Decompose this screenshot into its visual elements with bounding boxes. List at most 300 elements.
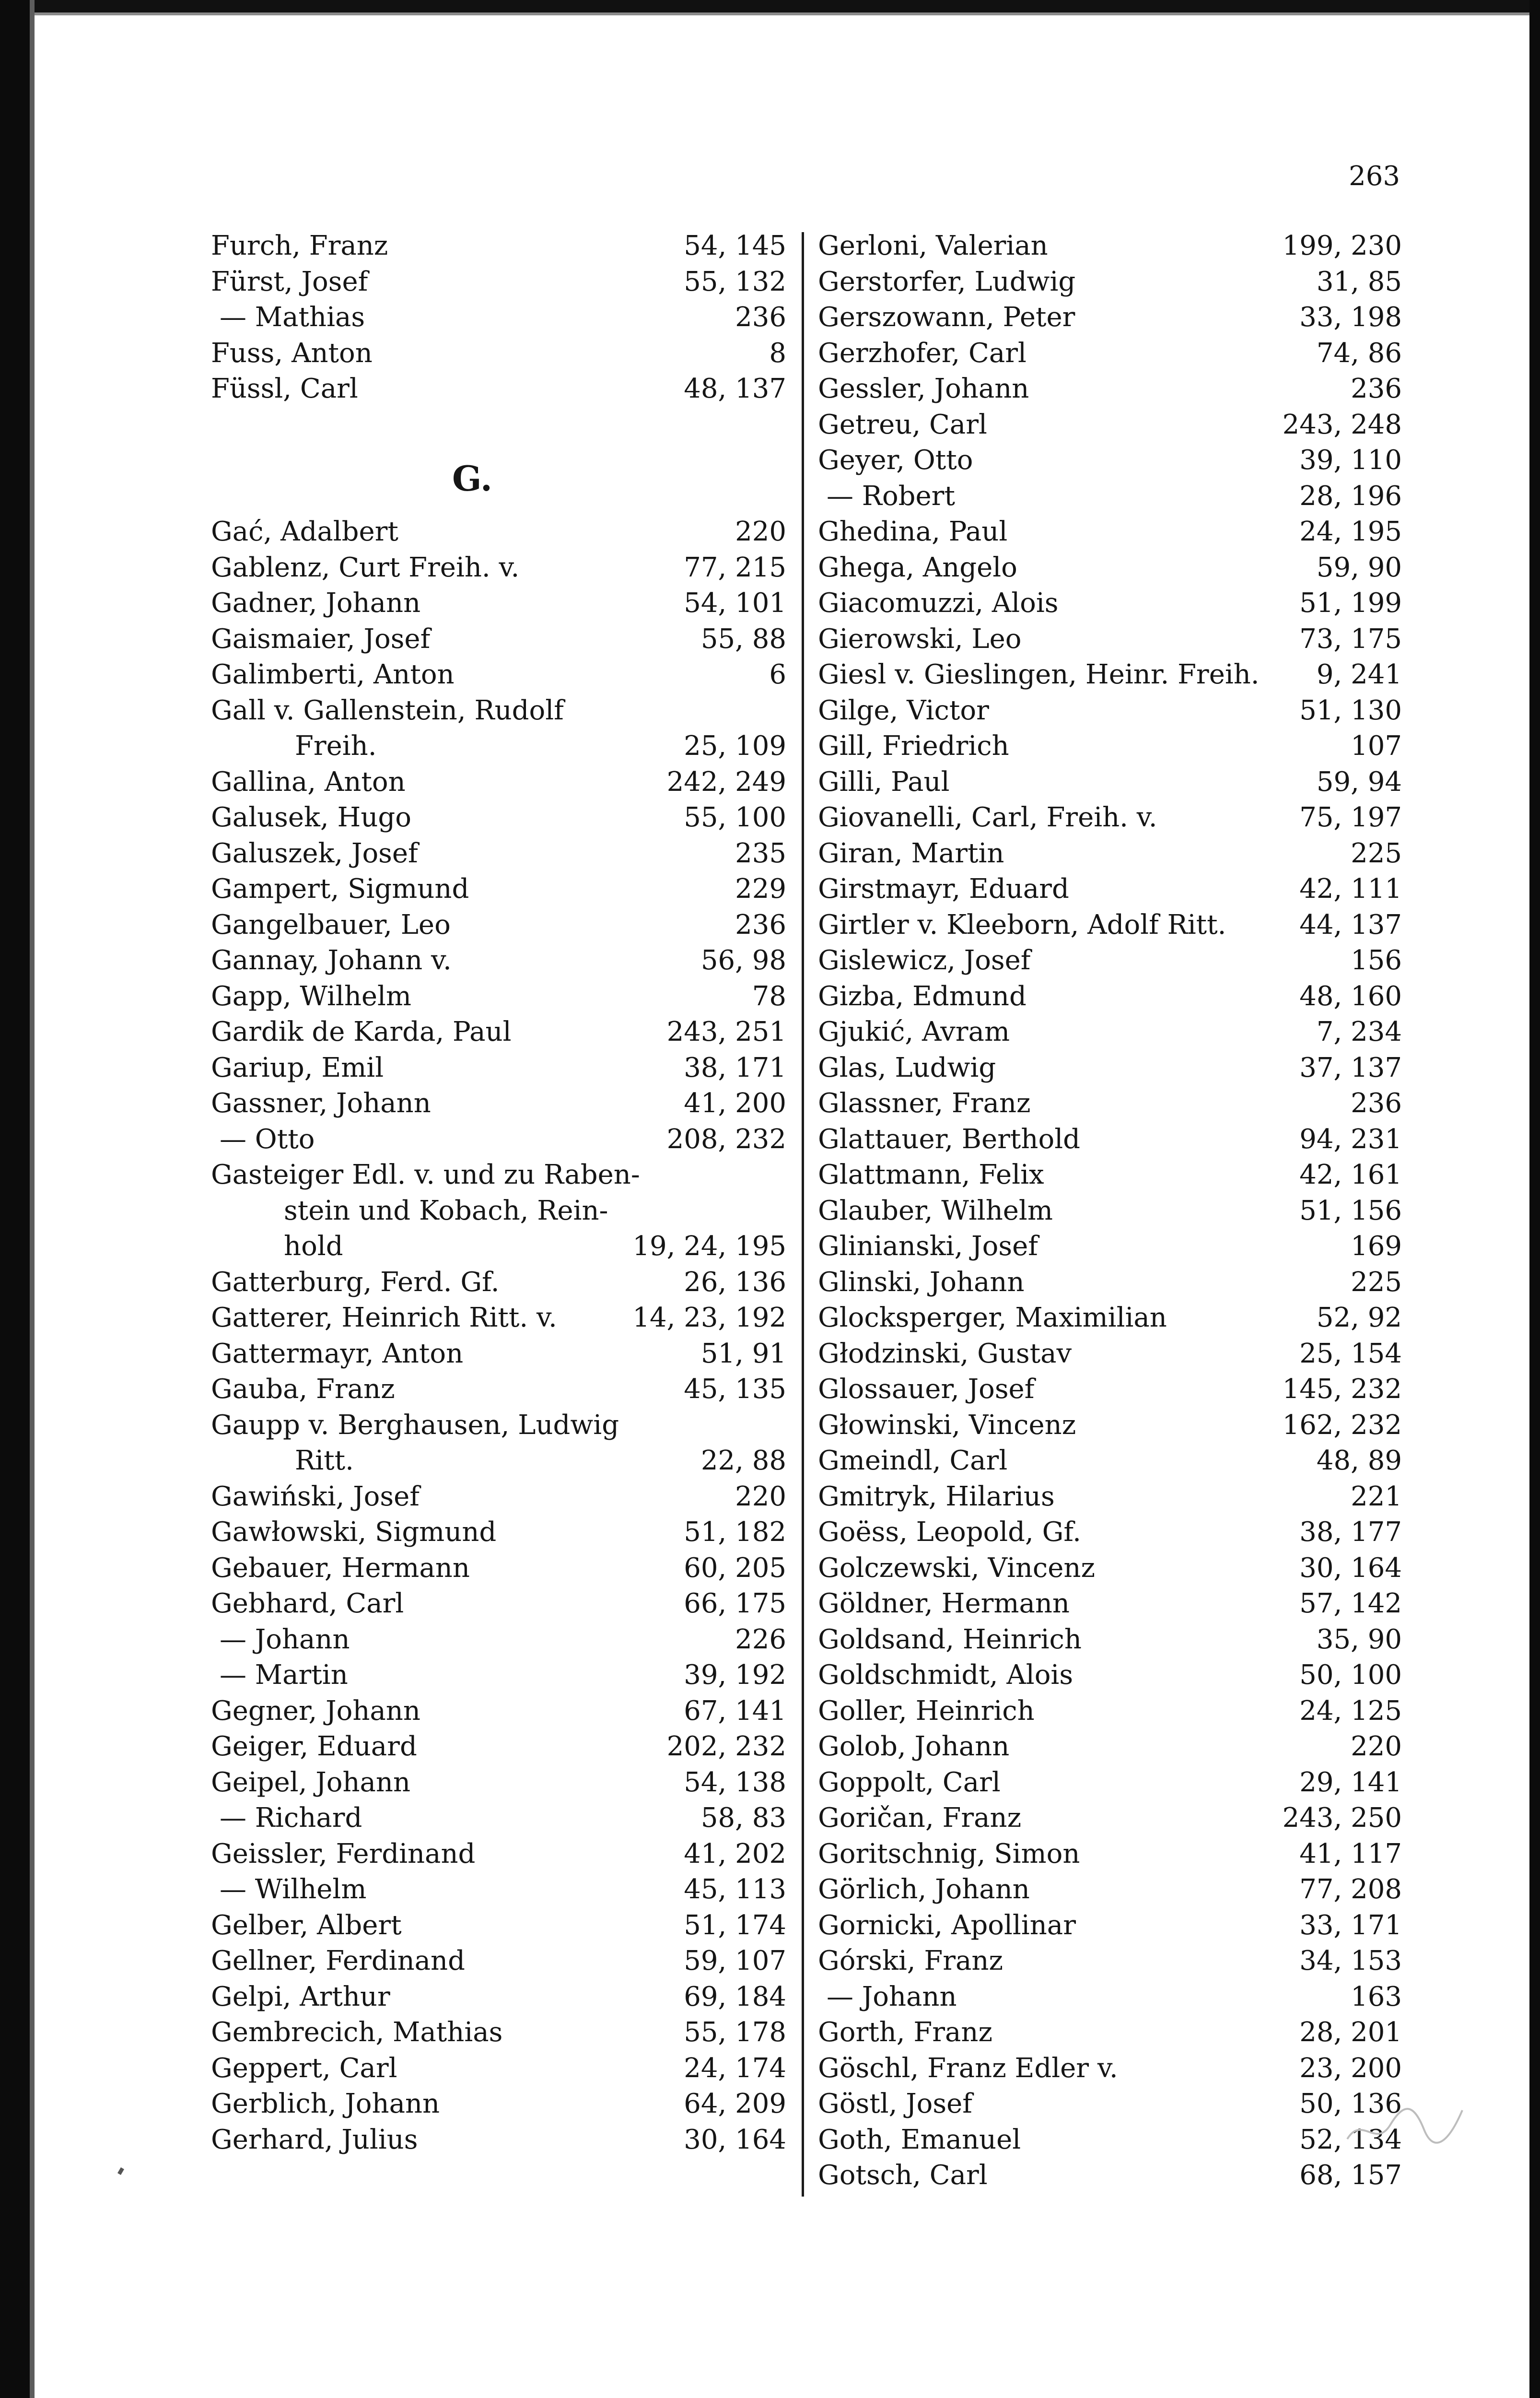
- index-entry: [211, 800, 786, 836]
- index-entry: [211, 622, 786, 658]
- entry-pages: 51, 199: [1299, 588, 1402, 619]
- entry-pages: 26, 136: [684, 1266, 786, 1298]
- entry-name: Gatterer, Heinrich Ritt. v.: [211, 1302, 557, 1333]
- entry-name: Getreu, Carl: [818, 409, 987, 440]
- index-entry: [211, 836, 786, 872]
- entry-pages: 199, 230: [1282, 230, 1402, 261]
- entry-name: Glossauer, Josef: [818, 1374, 1035, 1405]
- entry-name: Ghega, Angelo: [818, 552, 1017, 583]
- entry-name: Gilli, Paul: [818, 766, 950, 798]
- section-heading-letter: G.: [452, 458, 492, 499]
- entry-pages: 33, 171: [1299, 1909, 1402, 1941]
- entry-name: Giacomuzzi, Alois: [818, 588, 1059, 619]
- index-entry: [818, 979, 1402, 1015]
- index-entry: [818, 1515, 1402, 1551]
- index-entry: [818, 1014, 1402, 1050]
- entry-name: — Richard: [220, 1802, 362, 1834]
- index-entry: [211, 1908, 786, 1944]
- entry-name: Göschl, Franz Edler v.: [818, 2052, 1118, 2084]
- index-entry: [211, 1586, 786, 1622]
- index-entry: [211, 264, 786, 300]
- entry-name: Gerhard, Julius: [211, 2124, 418, 2155]
- index-entry: [211, 1300, 786, 1336]
- entry-pages: 33, 198: [1299, 302, 1402, 333]
- index-entry: [211, 1836, 786, 1872]
- entry-pages: 54, 145: [684, 230, 786, 261]
- index-entry: [211, 514, 786, 550]
- index-entry: [211, 2051, 786, 2087]
- index-column-left: [211, 228, 786, 2158]
- index-entry: [818, 1765, 1402, 1801]
- entry-pages: 28, 201: [1299, 2017, 1402, 2048]
- entry-name: Glassner, Franz: [818, 1088, 1031, 1119]
- entry-pages: 73, 175: [1299, 623, 1402, 655]
- entry-pages: 39, 110: [1299, 445, 1402, 476]
- index-entry: [818, 729, 1402, 764]
- index-entry: [818, 336, 1402, 372]
- entry-name: Ritt.: [295, 1445, 354, 1476]
- entry-pages: 37, 137: [1299, 1052, 1402, 1083]
- entry-pages: 56, 98: [700, 945, 786, 976]
- index-entry: [818, 943, 1402, 979]
- index-entry: [818, 264, 1402, 300]
- entry-pages: 77, 208: [1299, 1874, 1402, 1905]
- entry-name: Gerloni, Valerian: [818, 230, 1048, 261]
- entry-pages: 51, 156: [1299, 1195, 1402, 1226]
- entry-pages: 220: [735, 1481, 786, 1512]
- entry-name: Gangelbauer, Leo: [211, 909, 451, 940]
- entry-name: Galusek, Hugo: [211, 802, 411, 833]
- entry-name: — Martin: [220, 1659, 348, 1691]
- index-entry: [818, 800, 1402, 836]
- index-entry: [211, 1229, 786, 1265]
- entry-name: Gmeindl, Carl: [818, 1445, 1008, 1476]
- index-entry: [211, 1157, 786, 1193]
- entry-name: Girtler v. Kleeborn, Adolf Ritt.: [818, 909, 1226, 940]
- entry-pages: 8: [769, 337, 786, 369]
- entry-pages: 74, 86: [1316, 337, 1402, 369]
- index-column-right: [818, 228, 1402, 2194]
- index-entry: [211, 1943, 786, 1979]
- entry-pages: 6: [769, 659, 786, 690]
- entry-pages: 31, 85: [1316, 266, 1402, 297]
- index-entry: [211, 943, 786, 979]
- index-entry: [818, 1408, 1402, 1444]
- entry-name: Gasteiger Edl. v. und zu Raben-: [211, 1159, 640, 1190]
- entry-pages: 236: [735, 909, 786, 940]
- entry-pages: 202, 232: [666, 1731, 786, 1762]
- entry-name: Gebauer, Hermann: [211, 1552, 470, 1584]
- entry-name: Gerszowann, Peter: [818, 302, 1075, 333]
- section-heading-g: [211, 443, 786, 514]
- entry-name: Gall v. Gallenstein, Rudolf: [211, 694, 564, 726]
- entry-pages: 226: [735, 1623, 786, 1655]
- entry-pages: 64, 209: [684, 2088, 786, 2119]
- index-entry: [818, 371, 1402, 407]
- page-number: 263: [1349, 161, 1400, 192]
- index-entry: [818, 836, 1402, 872]
- entry-name: Gablenz, Curt Freih. v.: [211, 552, 520, 583]
- index-entry: [818, 1479, 1402, 1515]
- index-entry: [211, 1729, 786, 1765]
- index-entry: [818, 1050, 1402, 1086]
- index-entry: [818, 1443, 1402, 1479]
- pencil-annotation: [1342, 2096, 1467, 2153]
- entry-pages: 41, 117: [1299, 1838, 1402, 1869]
- entry-pages: 50, 136: [1299, 2088, 1402, 2119]
- entry-pages: 50, 100: [1299, 1659, 1402, 1691]
- stray-mark: [117, 2167, 124, 2175]
- entry-pages: 236: [735, 302, 786, 333]
- index-entry: [818, 1800, 1402, 1836]
- entry-pages: 48, 160: [1299, 980, 1402, 1012]
- entry-name: Glas, Ludwig: [818, 1052, 996, 1083]
- index-entry: [818, 300, 1402, 336]
- entry-pages: 59, 107: [684, 1945, 786, 1976]
- entry-pages: 243, 250: [1282, 1802, 1402, 1834]
- entry-name: Freih.: [295, 730, 377, 762]
- index-entry: [211, 336, 786, 372]
- index-entry: [211, 586, 786, 622]
- entry-name: Fuss, Anton: [211, 337, 373, 369]
- entry-name: Gizba, Edmund: [818, 980, 1027, 1012]
- entry-name: Gattermayr, Anton: [211, 1338, 464, 1369]
- entry-pages: 25, 109: [684, 730, 786, 762]
- index-entry: [211, 228, 786, 264]
- entry-pages: 35, 90: [1316, 1623, 1402, 1655]
- entry-name: Geissler, Ferdinand: [211, 1838, 476, 1869]
- entry-name: Glocksperger, Maximilian: [818, 1302, 1167, 1333]
- entry-name: stein und Kobach, Rein-: [284, 1195, 608, 1226]
- entry-name: Gardik de Karda, Paul: [211, 1016, 512, 1047]
- entry-pages: 29, 141: [1299, 1766, 1402, 1798]
- index-entry: [818, 657, 1402, 693]
- scan-edge-left: [0, 0, 30, 2398]
- index-entry: [818, 1657, 1402, 1693]
- entry-name: Goritschnig, Simon: [818, 1838, 1080, 1869]
- entry-name: Górski, Franz: [818, 1945, 1003, 1976]
- entry-pages: 243, 248: [1282, 409, 1402, 440]
- entry-pages: 54, 101: [684, 588, 786, 619]
- entry-name: Gorth, Franz: [818, 2017, 992, 2048]
- index-entry: [211, 907, 786, 943]
- index-entry: [211, 1622, 786, 1658]
- entry-name: — Robert: [827, 480, 955, 512]
- index-entry: [818, 1372, 1402, 1408]
- entry-name: Gassner, Johann: [211, 1088, 431, 1119]
- entry-pages: 69, 184: [684, 1981, 786, 2012]
- index-entry: [211, 1551, 786, 1587]
- index-entry: [211, 1443, 786, 1479]
- index-entry: [211, 657, 786, 693]
- entry-name: Glattmann, Felix: [818, 1159, 1044, 1190]
- index-entry: [818, 228, 1402, 264]
- index-entry: [818, 1693, 1402, 1729]
- entry-name: Goričan, Franz: [818, 1802, 1022, 1834]
- entry-name: Glinianski, Josef: [818, 1231, 1038, 1262]
- index-entry: [818, 2122, 1402, 2158]
- entry-name: Gegner, Johann: [211, 1695, 420, 1727]
- entry-pages: 107: [1351, 730, 1402, 762]
- index-entry: [818, 1122, 1402, 1158]
- scan-edge-right: [1529, 0, 1540, 2398]
- entry-pages: 45, 135: [684, 1374, 786, 1405]
- entry-pages: 59, 90: [1316, 552, 1402, 583]
- entry-pages: 42, 111: [1299, 873, 1402, 905]
- entry-pages: 48, 89: [1316, 1445, 1402, 1476]
- index-entry: [211, 1122, 786, 1158]
- index-entry: [818, 550, 1402, 586]
- entry-name: Furch, Franz: [211, 230, 388, 261]
- index-entry: [211, 1265, 786, 1301]
- entry-pages: 225: [1351, 1266, 1402, 1298]
- entry-name: Görlich, Johann: [818, 1874, 1030, 1905]
- entry-name: Goldschmidt, Alois: [818, 1659, 1073, 1691]
- index-entry: [818, 693, 1402, 729]
- index-entry: [211, 764, 786, 800]
- index-entry: [818, 1300, 1402, 1336]
- entry-pages: 67, 141: [684, 1695, 786, 1727]
- entry-name: Gadner, Johann: [211, 588, 421, 619]
- index-entry: [211, 871, 786, 907]
- index-entry: [211, 1765, 786, 1801]
- entry-pages: 41, 202: [684, 1838, 786, 1869]
- entry-pages: 14, 23, 192: [632, 1302, 786, 1333]
- index-entry: [818, 443, 1402, 479]
- entry-pages: 7, 234: [1316, 1016, 1402, 1047]
- entry-pages: 57, 142: [1299, 1588, 1402, 1619]
- entry-pages: 44, 137: [1299, 909, 1402, 940]
- entry-name: Glattauer, Berthold: [818, 1123, 1080, 1155]
- entry-name: Goller, Heinrich: [818, 1695, 1035, 1727]
- index-entry: [211, 371, 786, 407]
- entry-pages: 34, 153: [1299, 1945, 1402, 1976]
- entry-pages: 42, 161: [1299, 1159, 1402, 1190]
- entry-pages: 41, 200: [684, 1088, 786, 1119]
- index-entry: [818, 1551, 1402, 1587]
- entry-pages: 52, 92: [1316, 1302, 1402, 1333]
- entry-pages: 55, 178: [684, 2017, 786, 2048]
- entry-name: Giovanelli, Carl, Freih. v.: [818, 802, 1157, 833]
- index-entry: [818, 1265, 1402, 1301]
- entry-pages: 28, 196: [1299, 480, 1402, 512]
- entry-name: — Johann: [827, 1981, 957, 2012]
- index-entry: [818, 514, 1402, 550]
- index-entry: [818, 1908, 1402, 1944]
- entry-pages: 55, 132: [684, 266, 786, 297]
- entry-pages: 22, 88: [700, 1445, 786, 1476]
- entry-name: Gilge, Victor: [818, 694, 989, 726]
- entry-name: Geiger, Eduard: [211, 1731, 417, 1762]
- index-entry: [211, 2122, 786, 2158]
- index-entry: [818, 1872, 1402, 1908]
- index-entry: [818, 1229, 1402, 1265]
- entry-pages: 78: [752, 980, 786, 1012]
- index-entry: [211, 2086, 786, 2122]
- entry-pages: 52, 134: [1299, 2124, 1402, 2155]
- entry-pages: 51, 91: [700, 1338, 786, 1369]
- index-entry: [818, 1157, 1402, 1193]
- entry-name: Gaupp v. Berghausen, Ludwig: [211, 1409, 619, 1441]
- index-entry: [818, 622, 1402, 658]
- entry-pages: 68, 157: [1299, 2160, 1402, 2191]
- index-entry: [818, 2086, 1402, 2122]
- entry-name: Geipel, Johann: [211, 1766, 411, 1798]
- entry-name: Gelpi, Arthur: [211, 1981, 390, 2012]
- entry-name: Gannay, Johann v.: [211, 945, 452, 976]
- right-entries: [818, 228, 1402, 2194]
- entry-pages: 77, 215: [684, 552, 786, 583]
- entry-name: — Wilhelm: [220, 1874, 367, 1905]
- index-entry: [818, 1836, 1402, 1872]
- entry-name: Gelber, Albert: [211, 1909, 402, 1941]
- index-entry: [818, 2158, 1402, 2194]
- entry-pages: 59, 94: [1316, 766, 1402, 798]
- entry-pages: 58, 83: [700, 1802, 786, 1834]
- entry-pages: 162, 232: [1282, 1409, 1402, 1441]
- entry-name: Gmitryk, Hilarius: [818, 1481, 1055, 1512]
- entry-name: Girstmayr, Eduard: [818, 873, 1069, 905]
- index-entry: [818, 2015, 1402, 2051]
- entry-name: Gawłowski, Sigmund: [211, 1516, 497, 1548]
- entry-name: Fürst, Josef: [211, 266, 368, 297]
- entry-pages: 30, 164: [1299, 1552, 1402, 1584]
- entry-pages: 243, 251: [666, 1016, 786, 1047]
- entry-pages: 51, 130: [1299, 694, 1402, 726]
- entry-pages: 51, 182: [684, 1516, 786, 1548]
- entry-pages: 45, 113: [684, 1874, 786, 1905]
- entry-pages: 24, 174: [684, 2052, 786, 2084]
- entry-name: Goppolt, Carl: [818, 1766, 1001, 1798]
- entry-pages: 236: [1351, 373, 1402, 404]
- entry-name: Geppert, Carl: [211, 2052, 397, 2084]
- entry-name: Goth, Emanuel: [818, 2124, 1021, 2155]
- entry-pages: 94, 231: [1299, 1123, 1402, 1155]
- entry-name: Gerzhofer, Carl: [818, 337, 1027, 369]
- entry-name: Gerstorfer, Ludwig: [818, 266, 1076, 297]
- index-entry: [211, 1479, 786, 1515]
- entry-pages: 163: [1351, 1981, 1402, 2012]
- index-entry: [818, 1086, 1402, 1122]
- entry-pages: 145, 232: [1282, 1374, 1402, 1405]
- entry-name: Gjukić, Avram: [818, 1016, 1010, 1047]
- blank-line: [211, 407, 786, 443]
- entry-name: Gembrecich, Mathias: [211, 2017, 503, 2048]
- index-entry: [818, 907, 1402, 943]
- entry-pages: 54, 138: [684, 1766, 786, 1798]
- index-entry: [211, 1408, 786, 1444]
- entry-pages: 229: [735, 873, 786, 905]
- entry-name: Gallina, Anton: [211, 766, 406, 798]
- index-entry: [211, 550, 786, 586]
- index-entry: [211, 1086, 786, 1122]
- entry-pages: 51, 174: [684, 1909, 786, 1941]
- entry-name: Golob, Johann: [818, 1731, 1010, 1762]
- entry-pages: 30, 164: [684, 2124, 786, 2155]
- index-entry: [211, 1657, 786, 1693]
- entry-name: Gislewicz, Josef: [818, 945, 1031, 976]
- entry-pages: 220: [735, 516, 786, 547]
- index-entry: [211, 1872, 786, 1908]
- entry-name: Giran, Martin: [818, 837, 1004, 869]
- index-entry: [818, 407, 1402, 443]
- scan-edge-top: [30, 0, 1529, 12]
- entry-pages: 66, 175: [684, 1588, 786, 1619]
- entry-pages: 169: [1351, 1231, 1402, 1262]
- entry-name: Galimberti, Anton: [211, 659, 455, 690]
- entry-name: Göstl, Josef: [818, 2088, 972, 2119]
- entry-pages: 156: [1351, 945, 1402, 976]
- entry-name: Gauba, Franz: [211, 1374, 395, 1405]
- index-entry: [818, 479, 1402, 515]
- entry-name: Gierowski, Leo: [818, 623, 1022, 655]
- entry-pages: 38, 171: [684, 1052, 786, 1083]
- entry-name: Gariup, Emil: [211, 1052, 384, 1083]
- entry-name: Gawiński, Josef: [211, 1481, 420, 1512]
- entry-name: Gapp, Wilhelm: [211, 980, 412, 1012]
- index-entry: [211, 300, 786, 336]
- entry-pages: 55, 88: [700, 623, 786, 655]
- scan-edge-left-shadow: [30, 0, 35, 2398]
- entry-name: — Mathias: [220, 302, 365, 333]
- entry-name: Füssl, Carl: [211, 373, 358, 404]
- index-entry: [818, 1729, 1402, 1765]
- index-entry: [211, 1336, 786, 1372]
- index-entry: [211, 1372, 786, 1408]
- entry-name: Gornicki, Apollinar: [818, 1909, 1076, 1941]
- index-entry: [818, 871, 1402, 907]
- entry-name: — Johann: [220, 1623, 350, 1655]
- index-entry: [211, 2015, 786, 2051]
- entry-pages: 75, 197: [1299, 802, 1402, 833]
- entry-pages: 235: [735, 837, 786, 869]
- index-entry: [211, 1050, 786, 1086]
- entry-name: — Otto: [220, 1123, 315, 1155]
- index-entry: [211, 1014, 786, 1050]
- index-entry: [211, 1800, 786, 1836]
- index-entry: [211, 1515, 786, 1551]
- entry-pages: 39, 192: [684, 1659, 786, 1691]
- left-entries-after-heading: [211, 514, 786, 2158]
- entry-name: Giesl v. Gieslingen, Heinr. Freih.: [818, 659, 1260, 690]
- index-entry: [211, 1979, 786, 2015]
- entry-name: Galuszek, Josef: [211, 837, 418, 869]
- entry-name: Gellner, Ferdinand: [211, 1945, 465, 1976]
- entry-name: Głowinski, Vincenz: [818, 1409, 1076, 1441]
- entry-pages: 25, 154: [1299, 1338, 1402, 1369]
- entry-pages: 55, 100: [684, 802, 786, 833]
- index-entry: [818, 1943, 1402, 1979]
- entry-name: Gać, Adalbert: [211, 516, 398, 547]
- entry-name: Gessler, Johann: [818, 373, 1029, 404]
- entry-name: Gebhard, Carl: [211, 1588, 404, 1619]
- entry-pages: 24, 195: [1299, 516, 1402, 547]
- entry-pages: 221: [1351, 1481, 1402, 1512]
- entry-name: Ghedina, Paul: [818, 516, 1008, 547]
- entry-name: Gaismaier, Josef: [211, 623, 431, 655]
- entry-name: Göldner, Hermann: [818, 1588, 1070, 1619]
- entry-name: Glauber, Wilhelm: [818, 1195, 1053, 1226]
- entry-pages: 236: [1351, 1088, 1402, 1119]
- entry-pages: 242, 249: [666, 766, 786, 798]
- entry-name: Goëss, Leopold, Gf.: [818, 1516, 1081, 1548]
- index-entry: [211, 693, 786, 729]
- index-entry: [211, 1693, 786, 1729]
- entry-pages: 24, 125: [1299, 1695, 1402, 1727]
- entry-pages: 225: [1351, 837, 1402, 869]
- index-entry: [818, 1622, 1402, 1658]
- entry-name: Gampert, Sigmund: [211, 873, 469, 905]
